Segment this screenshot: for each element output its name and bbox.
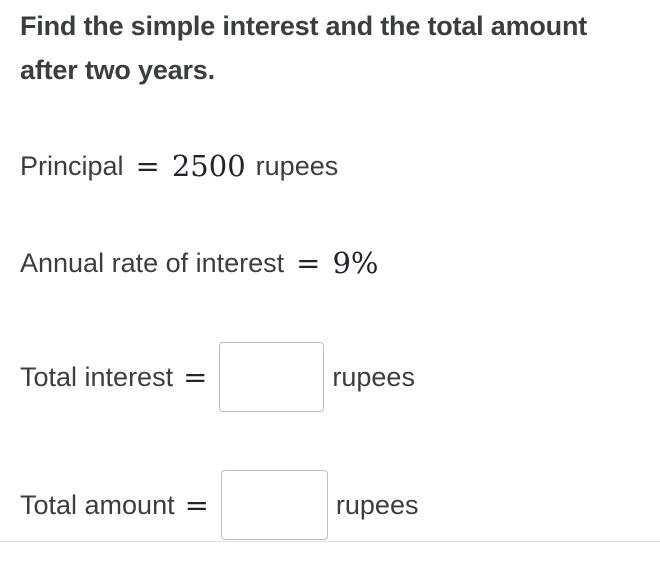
- total-interest-row: [20, 340, 415, 414]
- equals-sign: =: [296, 246, 321, 280]
- equals-sign: =: [135, 149, 160, 183]
- equals-sign: =: [184, 488, 209, 522]
- total-interest-unit: rupees: [332, 361, 415, 392]
- principal-label: Principal: [20, 150, 124, 181]
- total-amount-unit: rupees: [335, 489, 419, 520]
- total-amount-input[interactable]: [221, 470, 328, 540]
- equals-sign: =: [183, 360, 208, 394]
- principal-row: [20, 146, 338, 186]
- rate-row: [20, 243, 379, 283]
- principal-unit: rupees: [255, 150, 339, 181]
- total-interest-label: Total interest: [20, 361, 174, 392]
- principal-value: 2500: [171, 149, 246, 183]
- rate-label: Annual rate of interest: [20, 247, 285, 278]
- bottom-divider: [0, 541, 660, 542]
- total-interest-input[interactable]: [219, 342, 324, 412]
- total-amount-label: Total amount: [20, 489, 175, 520]
- question-prompt: Find the simple interest and the total amount after two years.: [20, 11, 588, 85]
- rate-value: 9%: [332, 246, 379, 280]
- total-amount-row: [20, 468, 418, 542]
